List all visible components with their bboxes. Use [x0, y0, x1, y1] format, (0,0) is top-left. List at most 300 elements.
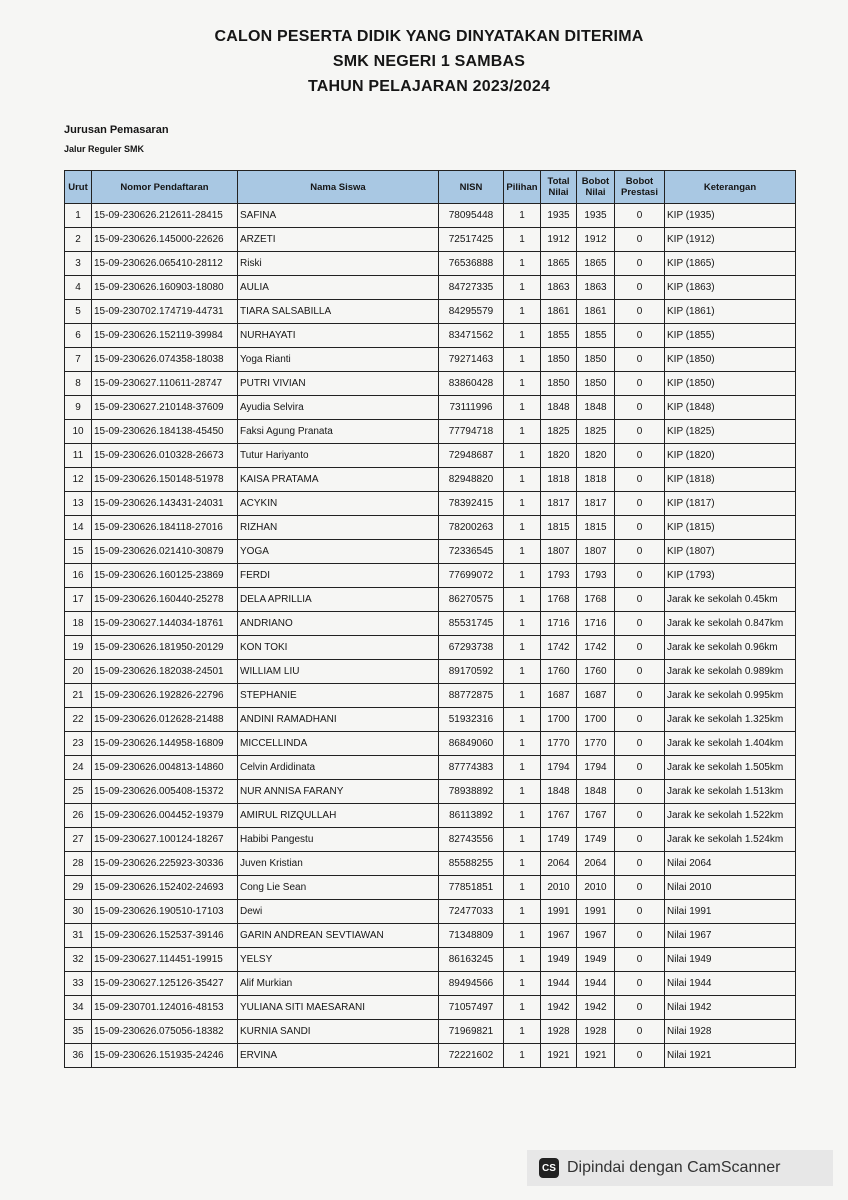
table-row	[65, 684, 796, 708]
cell-nomor-pendaftaran: 15-09-230626.151935-24246	[92, 1044, 238, 1068]
cell-nama-siswa: RIZHAN	[238, 516, 439, 540]
cell-urut: 36	[65, 1044, 92, 1068]
cell-urut: 14	[65, 516, 92, 540]
cell-pilihan: 1	[504, 612, 541, 636]
cell-total-nilai: 1935	[541, 204, 577, 228]
cell-bobot-nilai: 1865	[577, 252, 615, 276]
cell-keterangan: Nilai 2010	[665, 876, 796, 900]
col-header-nama-siswa: Nama Siswa	[238, 171, 439, 204]
cell-urut: 3	[65, 252, 92, 276]
cell-nisn: 67293738	[439, 636, 504, 660]
cell-nomor-pendaftaran: 15-09-230626.065410-28112	[92, 252, 238, 276]
cell-nama-siswa: Ayudia Selvira	[238, 396, 439, 420]
cell-nama-siswa: AMIRUL RIZQULLAH	[238, 804, 439, 828]
cell-keterangan: Jarak ke sekolah 0.989km	[665, 660, 796, 684]
cell-urut: 28	[65, 852, 92, 876]
cell-total-nilai: 1825	[541, 420, 577, 444]
cell-nama-siswa: Alif Murkian	[238, 972, 439, 996]
cell-nisn: 86113892	[439, 804, 504, 828]
col-header-total-nilai: Total Nilai	[541, 171, 577, 204]
cell-nomor-pendaftaran: 15-09-230626.184138-45450	[92, 420, 238, 444]
cell-bobot-prestasi: 0	[615, 1020, 665, 1044]
cell-nisn: 71057497	[439, 996, 504, 1020]
cell-bobot-prestasi: 0	[615, 756, 665, 780]
cell-bobot-prestasi: 0	[615, 564, 665, 588]
cell-keterangan: Nilai 1942	[665, 996, 796, 1020]
cell-bobot-prestasi: 0	[615, 900, 665, 924]
cell-urut: 35	[65, 1020, 92, 1044]
cell-nomor-pendaftaran: 15-09-230626.004452-19379	[92, 804, 238, 828]
cell-nama-siswa: Celvin Ardidinata	[238, 756, 439, 780]
cell-total-nilai: 1770	[541, 732, 577, 756]
cell-bobot-nilai: 1749	[577, 828, 615, 852]
cell-urut: 17	[65, 588, 92, 612]
cell-bobot-prestasi: 0	[615, 708, 665, 732]
cell-nisn: 79271463	[439, 348, 504, 372]
cell-nama-siswa: GARIN ANDREAN SEVTIAWAN	[238, 924, 439, 948]
cell-bobot-nilai: 2010	[577, 876, 615, 900]
cell-nomor-pendaftaran: 15-09-230626.182038-24501	[92, 660, 238, 684]
cell-bobot-prestasi: 0	[615, 324, 665, 348]
cell-total-nilai: 1944	[541, 972, 577, 996]
cell-urut: 5	[65, 300, 92, 324]
cell-bobot-prestasi: 0	[615, 372, 665, 396]
cell-nomor-pendaftaran: 15-09-230702.174719-44731	[92, 300, 238, 324]
table-row	[65, 852, 796, 876]
table-row	[65, 420, 796, 444]
table-row	[65, 972, 796, 996]
cell-keterangan: KIP (1818)	[665, 468, 796, 492]
cell-nisn: 72477033	[439, 900, 504, 924]
table-row	[65, 780, 796, 804]
cell-keterangan: Nilai 1991	[665, 900, 796, 924]
cell-nomor-pendaftaran: 15-09-230626.004813-14860	[92, 756, 238, 780]
cell-total-nilai: 1848	[541, 396, 577, 420]
cell-nomor-pendaftaran: 15-09-230626.012628-21488	[92, 708, 238, 732]
table-row	[65, 324, 796, 348]
cell-nisn: 77851851	[439, 876, 504, 900]
cell-bobot-prestasi: 0	[615, 516, 665, 540]
cell-bobot-nilai: 1817	[577, 492, 615, 516]
cell-total-nilai: 1760	[541, 660, 577, 684]
cell-bobot-prestasi: 0	[615, 660, 665, 684]
cell-pilihan: 1	[504, 348, 541, 372]
cell-keterangan: Jarak ke sekolah 1.404km	[665, 732, 796, 756]
cell-total-nilai: 1768	[541, 588, 577, 612]
table-row	[65, 996, 796, 1020]
cell-pilihan: 1	[504, 516, 541, 540]
cell-nisn: 89494566	[439, 972, 504, 996]
cell-total-nilai: 1716	[541, 612, 577, 636]
cell-pilihan: 1	[504, 276, 541, 300]
cell-bobot-nilai: 1848	[577, 780, 615, 804]
cell-keterangan: KIP (1825)	[665, 420, 796, 444]
cell-keterangan: KIP (1850)	[665, 372, 796, 396]
cell-urut: 4	[65, 276, 92, 300]
cell-bobot-nilai: 1944	[577, 972, 615, 996]
table-row	[65, 828, 796, 852]
cell-bobot-prestasi: 0	[615, 300, 665, 324]
cell-urut: 8	[65, 372, 92, 396]
cell-nisn: 85531745	[439, 612, 504, 636]
cell-pilihan: 1	[504, 708, 541, 732]
cell-total-nilai: 1912	[541, 228, 577, 252]
table-row	[65, 756, 796, 780]
cell-nama-siswa: Yoga Rianti	[238, 348, 439, 372]
table-header-row	[65, 171, 796, 204]
cell-nisn: 86270575	[439, 588, 504, 612]
cell-nomor-pendaftaran: 15-09-230626.192826-22796	[92, 684, 238, 708]
cell-nisn: 78392415	[439, 492, 504, 516]
cell-total-nilai: 1865	[541, 252, 577, 276]
cell-nama-siswa: AULIA	[238, 276, 439, 300]
cell-total-nilai: 1942	[541, 996, 577, 1020]
cell-nomor-pendaftaran: 15-09-230626.021410-30879	[92, 540, 238, 564]
cell-nomor-pendaftaran: 15-09-230627.100124-18267	[92, 828, 238, 852]
cell-pilihan: 1	[504, 588, 541, 612]
cell-nomor-pendaftaran: 15-09-230626.144958-16809	[92, 732, 238, 756]
table-row	[65, 732, 796, 756]
cell-keterangan: KIP (1912)	[665, 228, 796, 252]
table-row	[65, 612, 796, 636]
cell-nomor-pendaftaran: 15-09-230626.212611-28415	[92, 204, 238, 228]
cell-keterangan: KIP (1793)	[665, 564, 796, 588]
cell-total-nilai: 1949	[541, 948, 577, 972]
cell-total-nilai: 1742	[541, 636, 577, 660]
table-row	[65, 228, 796, 252]
cell-keterangan: Jarak ke sekolah 0.995km	[665, 684, 796, 708]
cell-nama-siswa: Cong Lie Sean	[238, 876, 439, 900]
table-row	[65, 876, 796, 900]
cell-bobot-prestasi: 0	[615, 420, 665, 444]
cell-keterangan: Nilai 2064	[665, 852, 796, 876]
cell-nomor-pendaftaran: 15-09-230701.124016-48153	[92, 996, 238, 1020]
cell-nama-siswa: TIARA SALSABILLA	[238, 300, 439, 324]
cell-total-nilai: 1794	[541, 756, 577, 780]
cell-nisn: 87774383	[439, 756, 504, 780]
cell-pilihan: 1	[504, 228, 541, 252]
cell-nama-siswa: FERDI	[238, 564, 439, 588]
cell-bobot-nilai: 1818	[577, 468, 615, 492]
cell-urut: 18	[65, 612, 92, 636]
cell-nisn: 89170592	[439, 660, 504, 684]
cell-nama-siswa: Juven Kristian	[238, 852, 439, 876]
cell-nama-siswa: Habibi Pangestu	[238, 828, 439, 852]
cell-urut: 21	[65, 684, 92, 708]
cell-bobot-prestasi: 0	[615, 1044, 665, 1068]
cell-bobot-prestasi: 0	[615, 684, 665, 708]
cell-keterangan: Jarak ke sekolah 1.522km	[665, 804, 796, 828]
cell-bobot-prestasi: 0	[615, 852, 665, 876]
cell-nama-siswa: SAFINA	[238, 204, 439, 228]
cell-total-nilai: 1820	[541, 444, 577, 468]
table-row	[65, 660, 796, 684]
table-row	[65, 492, 796, 516]
cell-pilihan: 1	[504, 300, 541, 324]
cell-pilihan: 1	[504, 732, 541, 756]
cell-bobot-prestasi: 0	[615, 732, 665, 756]
cell-urut: 32	[65, 948, 92, 972]
table-row	[65, 252, 796, 276]
cell-total-nilai: 1749	[541, 828, 577, 852]
cell-total-nilai: 1817	[541, 492, 577, 516]
cell-bobot-prestasi: 0	[615, 468, 665, 492]
camscanner-watermark	[527, 1150, 833, 1186]
cell-bobot-nilai: 1687	[577, 684, 615, 708]
cell-pilihan: 1	[504, 468, 541, 492]
cell-total-nilai: 2064	[541, 852, 577, 876]
camscanner-icon: CS	[539, 1158, 559, 1178]
cell-total-nilai: 1861	[541, 300, 577, 324]
cell-urut: 12	[65, 468, 92, 492]
cell-bobot-prestasi: 0	[615, 804, 665, 828]
cell-bobot-nilai: 1767	[577, 804, 615, 828]
cell-nama-siswa: KAISA PRATAMA	[238, 468, 439, 492]
cell-keterangan: KIP (1861)	[665, 300, 796, 324]
cell-pilihan: 1	[504, 1020, 541, 1044]
cell-keterangan: KIP (1848)	[665, 396, 796, 420]
cell-total-nilai: 1815	[541, 516, 577, 540]
cell-keterangan: KIP (1863)	[665, 276, 796, 300]
cell-keterangan: Jarak ke sekolah 1.505km	[665, 756, 796, 780]
table-row	[65, 348, 796, 372]
cell-total-nilai: 1700	[541, 708, 577, 732]
table-row	[65, 372, 796, 396]
cell-urut: 11	[65, 444, 92, 468]
cell-bobot-prestasi: 0	[615, 348, 665, 372]
table-row	[65, 444, 796, 468]
table-row	[65, 276, 796, 300]
cell-pilihan: 1	[504, 420, 541, 444]
cell-bobot-nilai: 1861	[577, 300, 615, 324]
cell-total-nilai: 1850	[541, 372, 577, 396]
cell-nama-siswa: KURNIA SANDI	[238, 1020, 439, 1044]
cell-nisn: 84727335	[439, 276, 504, 300]
cell-nomor-pendaftaran: 15-09-230626.075056-18382	[92, 1020, 238, 1044]
cell-nisn: 86849060	[439, 732, 504, 756]
cell-nama-siswa: NUR ANNISA FARANY	[238, 780, 439, 804]
cell-bobot-prestasi: 0	[615, 924, 665, 948]
cell-bobot-nilai: 1760	[577, 660, 615, 684]
table-row	[65, 204, 796, 228]
cell-nisn: 82948820	[439, 468, 504, 492]
cell-keterangan: Jarak ke sekolah 1.524km	[665, 828, 796, 852]
cell-bobot-nilai: 1716	[577, 612, 615, 636]
cell-pilihan: 1	[504, 876, 541, 900]
cell-bobot-prestasi: 0	[615, 636, 665, 660]
cell-nama-siswa: YULIANA SITI MAESARANI	[238, 996, 439, 1020]
cell-keterangan: Nilai 1949	[665, 948, 796, 972]
table-row	[65, 948, 796, 972]
title-line-3: TAHUN PELAJARAN 2023/2024	[307, 78, 551, 95]
cell-bobot-prestasi: 0	[615, 972, 665, 996]
table-row	[65, 564, 796, 588]
cell-nisn: 85588255	[439, 852, 504, 876]
cell-bobot-prestasi: 0	[615, 228, 665, 252]
cell-nisn: 82743556	[439, 828, 504, 852]
cell-keterangan: Jarak ke sekolah 0.847km	[665, 612, 796, 636]
title-line-1: CALON PESERTA DIDIK YANG DINYATAKAN DITERIMA	[214, 28, 644, 45]
cell-nisn: 73111996	[439, 396, 504, 420]
cell-total-nilai: 1793	[541, 564, 577, 588]
cell-pilihan: 1	[504, 540, 541, 564]
cell-nomor-pendaftaran: 15-09-230626.181950-20129	[92, 636, 238, 660]
cell-total-nilai: 1687	[541, 684, 577, 708]
cell-nisn: 72517425	[439, 228, 504, 252]
cell-keterangan: KIP (1820)	[665, 444, 796, 468]
cell-total-nilai: 1863	[541, 276, 577, 300]
cell-total-nilai: 1818	[541, 468, 577, 492]
cell-nisn: 78200263	[439, 516, 504, 540]
cell-keterangan: Nilai 1944	[665, 972, 796, 996]
cell-keterangan: Nilai 1928	[665, 1020, 796, 1044]
cell-bobot-nilai: 1768	[577, 588, 615, 612]
cell-keterangan: Nilai 1967	[665, 924, 796, 948]
cell-nisn: 84295579	[439, 300, 504, 324]
cell-total-nilai: 1921	[541, 1044, 577, 1068]
cell-nisn: 83860428	[439, 372, 504, 396]
cell-nomor-pendaftaran: 15-09-230626.143431-24031	[92, 492, 238, 516]
cell-bobot-nilai: 1928	[577, 1020, 615, 1044]
jalur-label: Jalur Reguler SMK	[64, 144, 145, 154]
cell-urut: 31	[65, 924, 92, 948]
cell-bobot-nilai: 1921	[577, 1044, 615, 1068]
cell-pilihan: 1	[504, 948, 541, 972]
cell-bobot-nilai: 1935	[577, 204, 615, 228]
table-row	[65, 1044, 796, 1068]
cell-nisn: 83471562	[439, 324, 504, 348]
cell-nomor-pendaftaran: 15-09-230626.145000-22626	[92, 228, 238, 252]
cell-nomor-pendaftaran: 15-09-230626.010328-26673	[92, 444, 238, 468]
cell-keterangan: Jarak ke sekolah 1.513km	[665, 780, 796, 804]
roster-table	[64, 170, 796, 1068]
cell-total-nilai: 1967	[541, 924, 577, 948]
cell-bobot-nilai: 1912	[577, 228, 615, 252]
table-row	[65, 516, 796, 540]
cell-bobot-prestasi: 0	[615, 948, 665, 972]
jurusan-label: Jurusan Pemasaran	[64, 124, 169, 136]
cell-keterangan: KIP (1850)	[665, 348, 796, 372]
cell-bobot-nilai: 1949	[577, 948, 615, 972]
table-body	[65, 204, 796, 1068]
cell-nama-siswa: Dewi	[238, 900, 439, 924]
cell-nomor-pendaftaran: 15-09-230626.074358-18038	[92, 348, 238, 372]
cell-pilihan: 1	[504, 1044, 541, 1068]
cell-urut: 34	[65, 996, 92, 1020]
cell-nisn: 72221602	[439, 1044, 504, 1068]
cell-nama-siswa: ERVINA	[238, 1044, 439, 1068]
cell-bobot-prestasi: 0	[615, 996, 665, 1020]
cell-nisn: 86163245	[439, 948, 504, 972]
title-line-2: SMK NEGERI 1 SAMBAS	[332, 53, 526, 70]
cell-bobot-nilai: 1742	[577, 636, 615, 660]
cell-total-nilai: 1807	[541, 540, 577, 564]
col-header-pilihan: Pilihan	[504, 171, 541, 204]
cell-bobot-nilai: 1815	[577, 516, 615, 540]
cell-urut: 6	[65, 324, 92, 348]
table-row	[65, 468, 796, 492]
cell-pilihan: 1	[504, 756, 541, 780]
document-title	[0, 24, 848, 99]
cell-pilihan: 1	[504, 252, 541, 276]
camscanner-label: Dipindai dengan CamScanner	[567, 1159, 781, 1176]
cell-pilihan: 1	[504, 828, 541, 852]
cell-nisn: 78938892	[439, 780, 504, 804]
table-row	[65, 300, 796, 324]
cell-bobot-nilai: 1820	[577, 444, 615, 468]
cell-pilihan: 1	[504, 660, 541, 684]
cell-nomor-pendaftaran: 15-09-230626.225923-30336	[92, 852, 238, 876]
cell-nama-siswa: DELA APRILLIA	[238, 588, 439, 612]
cell-bobot-prestasi: 0	[615, 204, 665, 228]
table-row	[65, 900, 796, 924]
cell-total-nilai: 1767	[541, 804, 577, 828]
cell-pilihan: 1	[504, 636, 541, 660]
cell-bobot-nilai: 1850	[577, 348, 615, 372]
cell-nama-siswa: YELSY	[238, 948, 439, 972]
cell-nomor-pendaftaran: 15-09-230627.114451-19915	[92, 948, 238, 972]
cell-nisn: 72948687	[439, 444, 504, 468]
cell-bobot-nilai: 1967	[577, 924, 615, 948]
cell-total-nilai: 1848	[541, 780, 577, 804]
col-header-keterangan: Keterangan	[665, 171, 796, 204]
cell-pilihan: 1	[504, 780, 541, 804]
cell-bobot-nilai: 1700	[577, 708, 615, 732]
cell-nisn: 88772875	[439, 684, 504, 708]
cell-urut: 27	[65, 828, 92, 852]
cell-nomor-pendaftaran: 15-09-230626.160440-25278	[92, 588, 238, 612]
cell-bobot-prestasi: 0	[615, 588, 665, 612]
col-header-nisn: NISN	[439, 171, 504, 204]
cell-bobot-nilai: 1807	[577, 540, 615, 564]
cell-nomor-pendaftaran: 15-09-230626.160125-23869	[92, 564, 238, 588]
cell-bobot-nilai: 1825	[577, 420, 615, 444]
cell-nama-siswa: MICCELLINDA	[238, 732, 439, 756]
cell-keterangan: Jarak ke sekolah 0.96km	[665, 636, 796, 660]
cell-nisn: 78095448	[439, 204, 504, 228]
cell-nama-siswa: ANDRIANO	[238, 612, 439, 636]
col-header-bobot-prestasi: Bobot Prestasi	[615, 171, 665, 204]
cell-nisn: 71969821	[439, 1020, 504, 1044]
cell-nisn: 72336545	[439, 540, 504, 564]
cell-urut: 1	[65, 204, 92, 228]
cell-pilihan: 1	[504, 324, 541, 348]
cell-urut: 23	[65, 732, 92, 756]
cell-pilihan: 1	[504, 972, 541, 996]
cell-bobot-nilai: 2064	[577, 852, 615, 876]
cell-nomor-pendaftaran: 15-09-230626.184118-27016	[92, 516, 238, 540]
cell-nama-siswa: NURHAYATI	[238, 324, 439, 348]
cell-nisn: 71348809	[439, 924, 504, 948]
table-row	[65, 708, 796, 732]
cell-nama-siswa: Faksi Agung Pranata	[238, 420, 439, 444]
cell-bobot-nilai: 1863	[577, 276, 615, 300]
cell-pilihan: 1	[504, 852, 541, 876]
cell-pilihan: 1	[504, 900, 541, 924]
cell-nisn: 77699072	[439, 564, 504, 588]
cell-total-nilai: 2010	[541, 876, 577, 900]
cell-pilihan: 1	[504, 372, 541, 396]
cell-nomor-pendaftaran: 15-09-230627.144034-18761	[92, 612, 238, 636]
cell-urut: 9	[65, 396, 92, 420]
cell-nama-siswa: Tutur Hariyanto	[238, 444, 439, 468]
cell-total-nilai: 1855	[541, 324, 577, 348]
cell-pilihan: 1	[504, 684, 541, 708]
table-row	[65, 1020, 796, 1044]
cell-nomor-pendaftaran: 15-09-230626.152402-24693	[92, 876, 238, 900]
cell-nomor-pendaftaran: 15-09-230626.190510-17103	[92, 900, 238, 924]
cell-urut: 2	[65, 228, 92, 252]
